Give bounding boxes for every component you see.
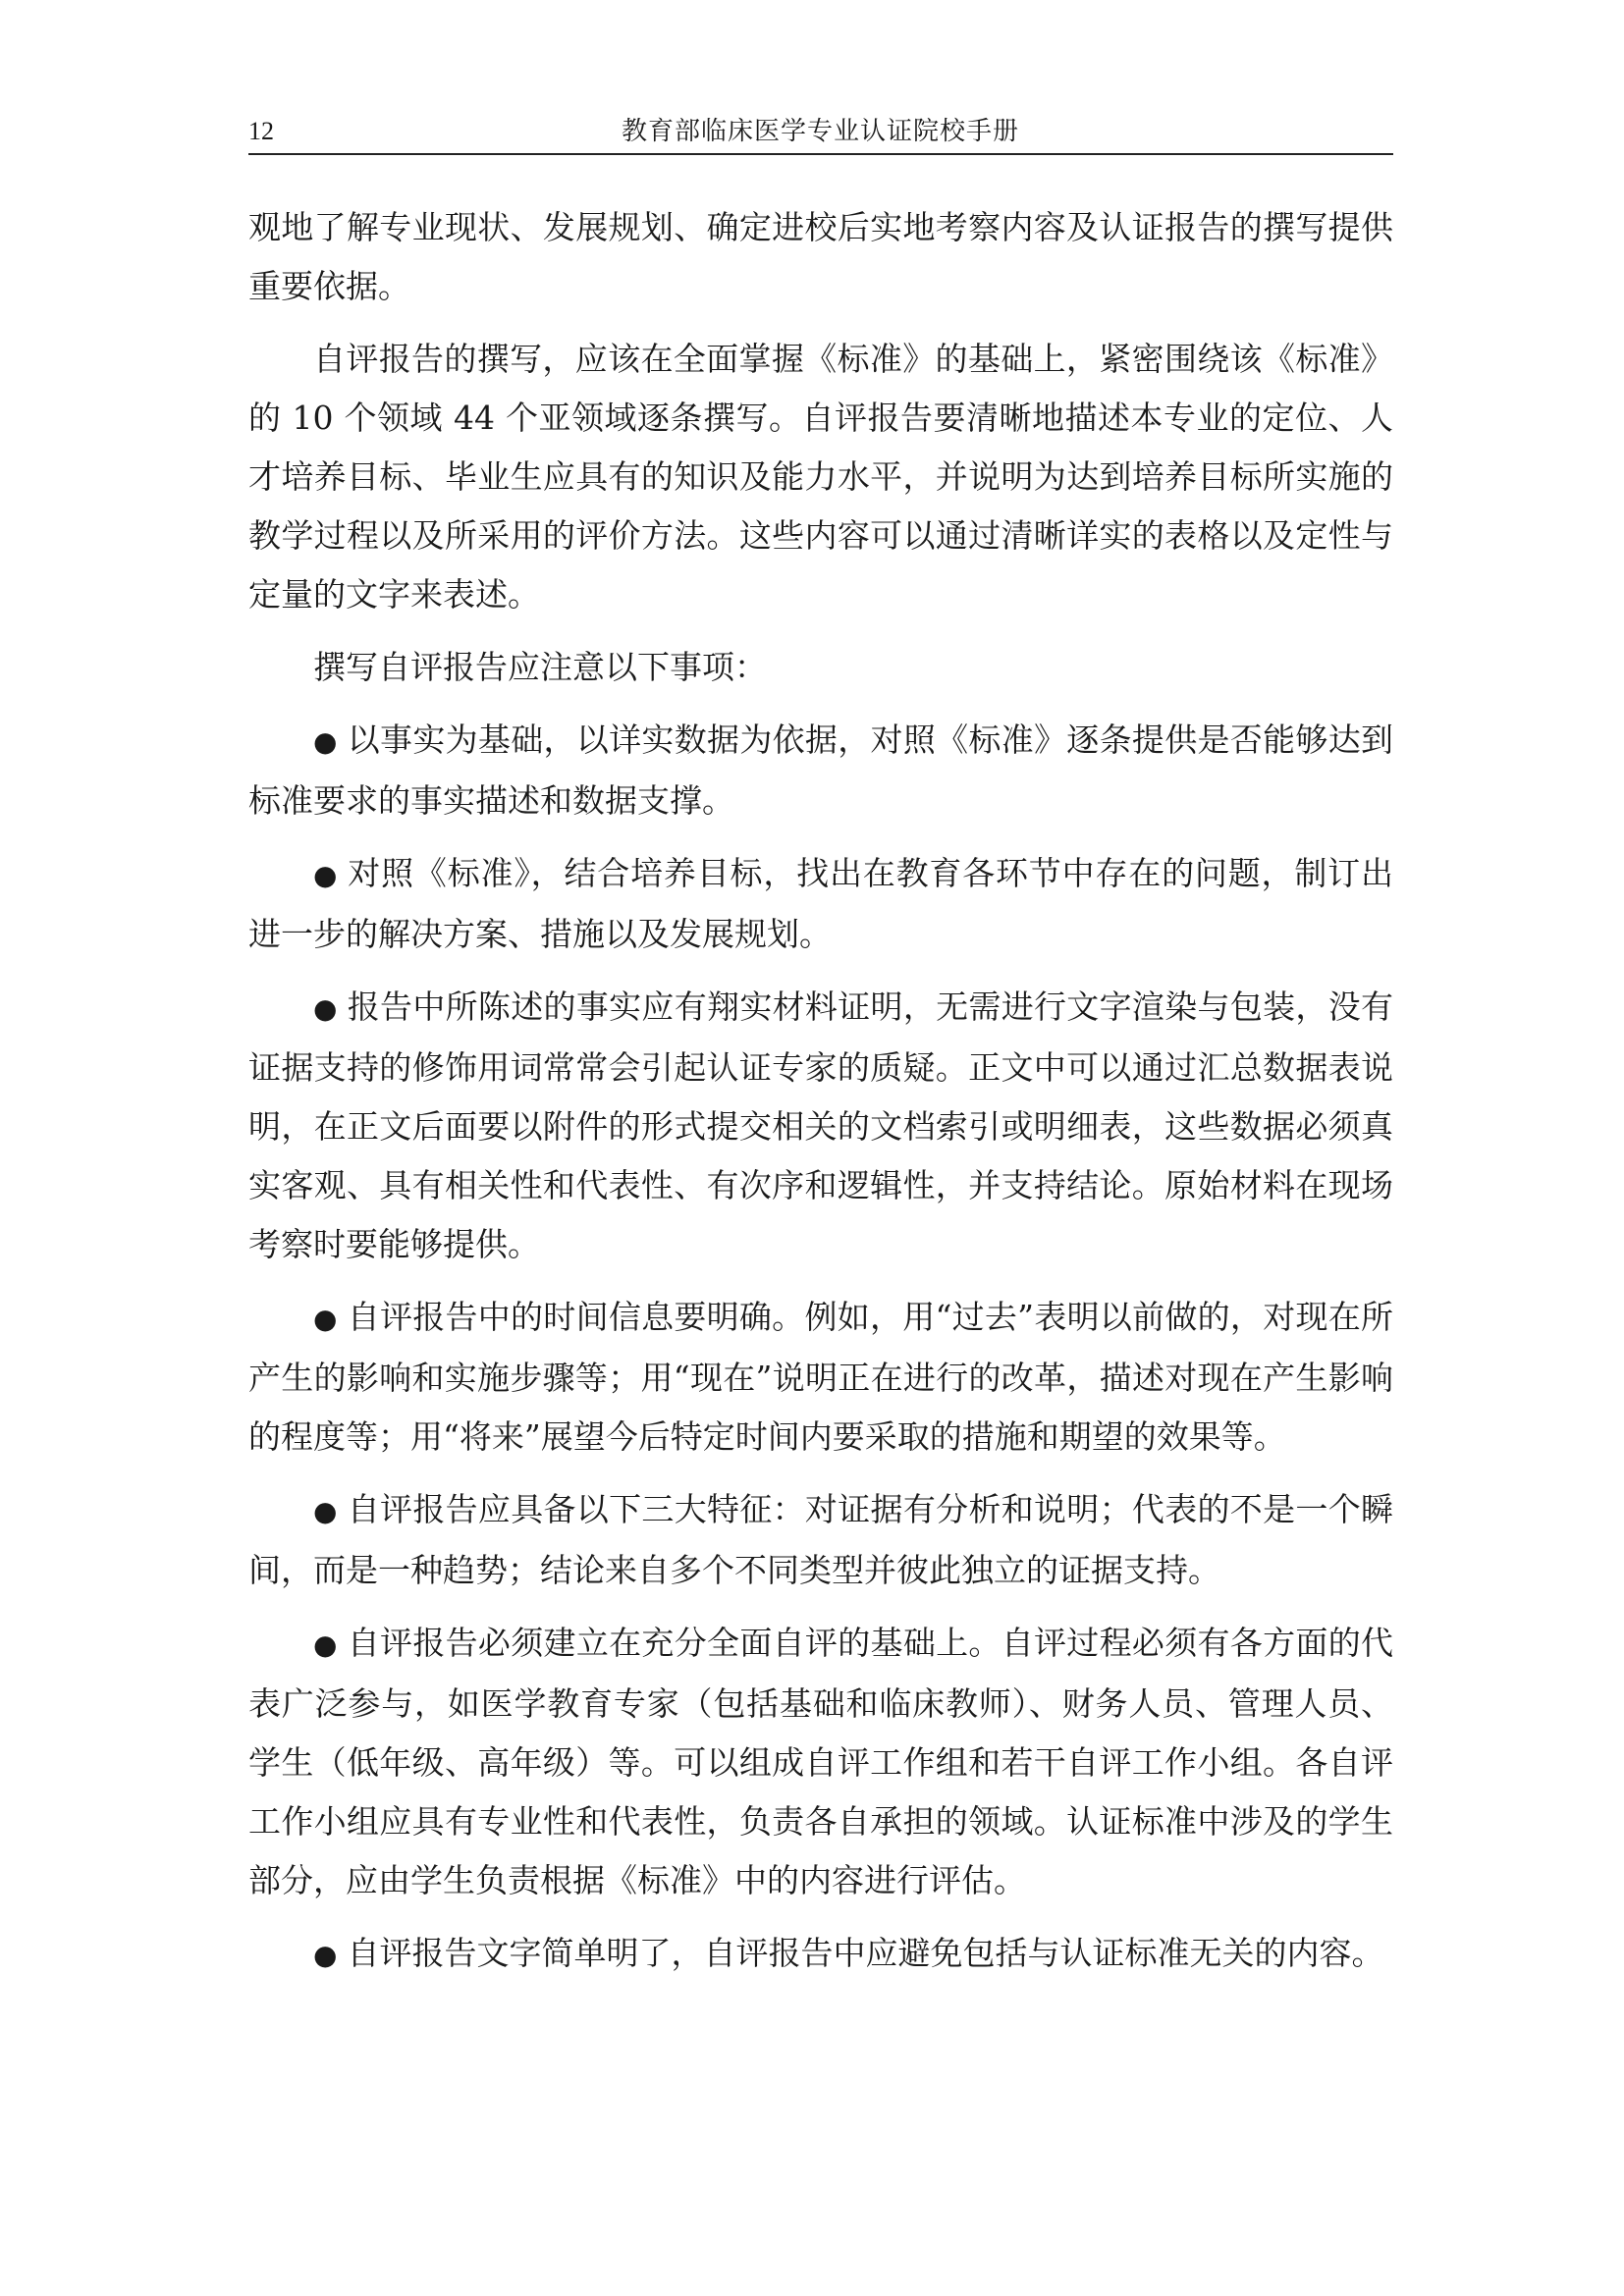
paragraph xyxy=(248,198,1393,316)
bullet-paragraph xyxy=(248,1924,1393,1985)
bullet-paragraph xyxy=(248,1288,1393,1467)
paragraph-text: 自评报告必须建立在充分全面自评的基础上。自评过程必须有各方面的代表广泛参与，如医学教育专家（包括基础和临床教师）、财务人员、管理人员、学生（低年级、高年级）等。可以组成自评工作组和若干自评工作小组。各自评工作小组应具有专业性和代表性，负责各自承担的领域。认证标准中涉及的学生部分，应由学生负责根据《标准》中的内容进行评估。 xyxy=(248,1624,1393,1899)
paragraph-text: 观地了解专业现状、发展规划、确定进校后实地考察内容及认证报告的撰写提供重要依据。 xyxy=(248,208,1393,305)
bullet-icon: ● xyxy=(313,1495,338,1527)
body-text xyxy=(248,198,1393,1999)
bullet-paragraph xyxy=(248,1614,1393,1910)
bullet-icon: ● xyxy=(313,859,339,891)
paragraph-text: 以事实为基础，以详实数据为依据，对照《标准》逐条提供是否能够达到标准要求的事实描述和数据支撑。 xyxy=(248,721,1393,820)
paragraph-text: 自评报告中的时间信息要明确。例如，用“过去”表明以前做的，对现在所产生的影响和实施步骤等；用“现在”说明正在进行的改革，描述对现在产生影响的程度等；用“将来”展望今后特定时间内要采取的措施和期望的效果等。 xyxy=(248,1298,1393,1456)
bullet-icon: ● xyxy=(313,1939,338,1971)
paragraph-text: 自评报告的撰写，应该在全面掌握《标准》的基础上，紧密围绕该《标准》的 10 个领域 44 个亚领域逐条撰写。自评报告要清晰地描述本专业的定位、人才培养目标、毕业生应具有的知识及能力水平，并说明为达到培养目标所实施的教学过程以及所采用的评价方法。这些内容可以通过清晰详实的表格以及定性与定量的文字来表述。 xyxy=(248,340,1393,614)
header-rule xyxy=(248,153,1393,155)
bullet-paragraph xyxy=(248,1480,1393,1600)
bullet-paragraph xyxy=(248,978,1393,1274)
bullet-icon: ● xyxy=(313,725,338,758)
bullet-icon: ● xyxy=(313,992,338,1025)
paragraph-text: 对照《标准》，结合培养目标，找出在教育各环节中存在的问题，制订出进一步的解决方案、措施以及发展规划。 xyxy=(248,854,1393,953)
paragraph xyxy=(248,638,1393,697)
paragraph xyxy=(248,330,1393,624)
paragraph-text: 撰写自评报告应注意以下事项： xyxy=(313,648,767,686)
running-title: 教育部临床医学专业认证院校手册 xyxy=(621,117,1019,146)
bullet-icon: ● xyxy=(313,1629,338,1661)
paragraph-text: 自评报告应具备以下三大特征：对证据有分析和说明；代表的不是一个瞬间，而是一种趋势；结论来自多个不同类型并彼此独立的证据支持。 xyxy=(248,1490,1393,1589)
paragraph-text: 自评报告文字简单明了，自评报告中应避免包括与认证标准无关的内容。 xyxy=(347,1934,1384,1972)
page-number: 12 xyxy=(248,117,274,145)
bullet-paragraph xyxy=(248,711,1393,830)
bullet-icon: ● xyxy=(313,1303,338,1335)
paragraph-text: 报告中所陈述的事实应有翔实材料证明，无需进行文字渲染与包装，没有证据支持的修饰用词常常会引起认证专家的质疑。正文中可以通过汇总数据表说明，在正文后面要以附件的形式提交相关的文档索引或明细表，这些数据必须真实客观、具有相关性和代表性、有次序和逻辑性，并支持结论。原始材料在现场考察时要能够提供。 xyxy=(248,988,1393,1263)
bullet-paragraph xyxy=(248,844,1393,964)
page-header xyxy=(248,114,1392,153)
